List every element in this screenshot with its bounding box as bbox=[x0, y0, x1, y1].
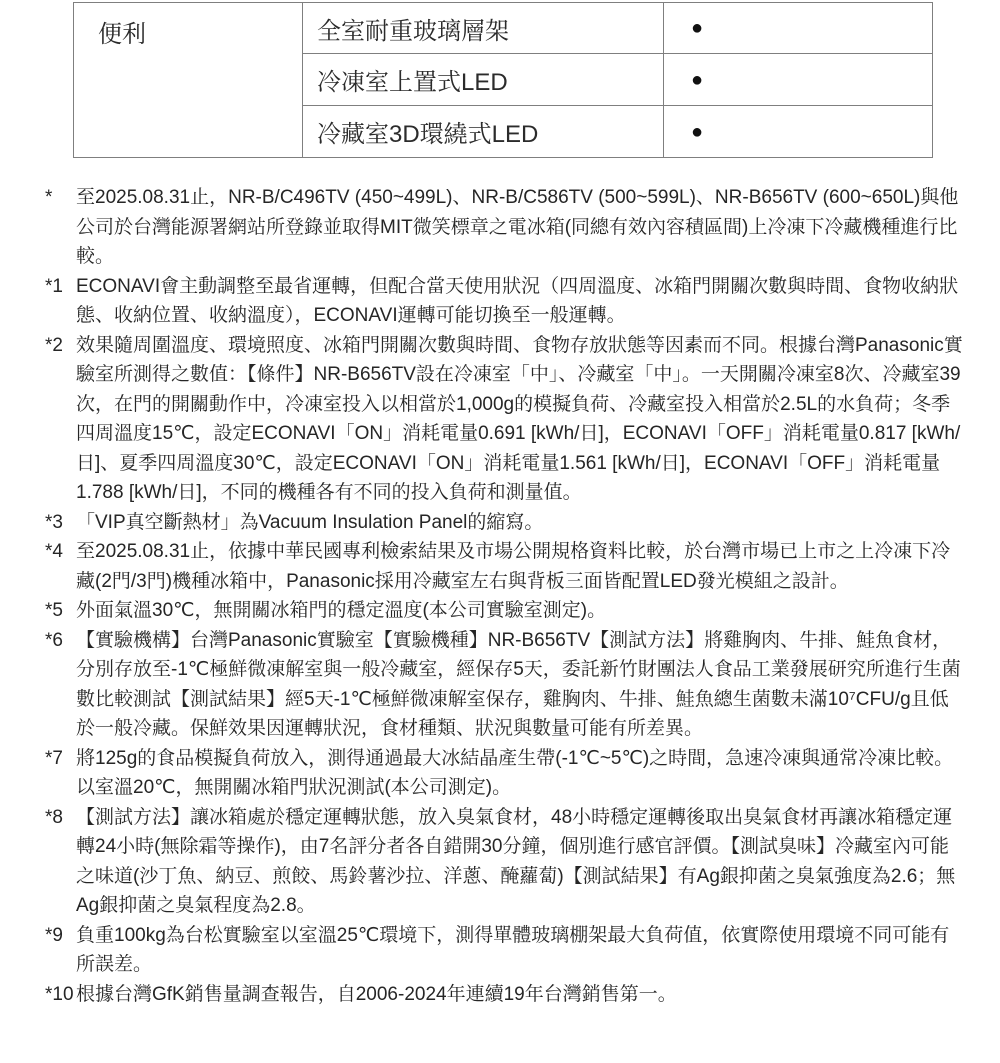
table-value-cell bbox=[663, 105, 932, 157]
bullet-dot-icon: ● bbox=[691, 68, 704, 91]
table-feature-cell bbox=[302, 53, 663, 105]
footnote-marker: *9 bbox=[45, 924, 63, 946]
bullet-dot-icon: ● bbox=[691, 17, 704, 39]
footnote-marker: *8 bbox=[45, 806, 63, 828]
footnote-marker: *7 bbox=[45, 747, 63, 769]
table-feature-label: 冷藏室3D環繞式LED bbox=[317, 121, 539, 148]
footnote-marker: * bbox=[45, 187, 53, 208]
footnote bbox=[45, 980, 967, 1010]
footnote bbox=[45, 921, 967, 980]
footnote bbox=[45, 626, 967, 744]
table-category-label: 便利 bbox=[98, 21, 146, 48]
footnote-text: 效果隨周圍溫度、環境照度、冰箱門開關次數與時間、食物存放狀態等因素而不同。根據台灣Panasonic實驗室所測得之數值：【條件】NR-B656TV設在冷凍室「中」、冷藏室「中」。一天開關冷凍室8次、冷藏室39次，在門的開關動作中，冷凍室投入以相當於1,000g的模擬負荷、冷藏室投入相當於2.5L的水負荷；冬季四周溫度15℃，設定ECONAVI「ON」消耗電量0.691 [kWh/日]，ECONAVI「OFF」消耗電量0.817 [kWh/日]、夏季四周溫度30℃，設定ECONAVI「ON」消耗電量1.561 [kWh/日]，ECONAVI「OFF」消耗電量1.788 [kWh/日]，不同的機種各有不同的投入負荷和測量值。 bbox=[76, 334, 963, 503]
spec-table bbox=[73, 2, 933, 158]
footnote-text: 【測試方法】讓冰箱處於穩定運轉狀態，放入臭氣食材，48小時穩定運轉後取出臭氣食材再讓冰箱穩定運轉24小時(無除霜等操作)，由7名評分者各自錯開30分鐘，個別進行感官評價。【測試臭味】冷藏室內可能之味道(沙丁魚、納豆、煎餃、馬鈴薯沙拉、洋蔥、醃蘿蔔)【測試結果】有Ag銀抑菌之臭氣強度為2.6；無Ag銀抑菌之臭氣程度為2.8。 bbox=[76, 806, 956, 916]
table-feature-cell bbox=[302, 105, 663, 157]
table-value-cell bbox=[663, 3, 932, 53]
footnote bbox=[45, 272, 967, 331]
table-feature-label: 全室耐重玻璃層架 bbox=[317, 17, 509, 45]
footnote bbox=[45, 744, 967, 803]
footnote-marker: *2 bbox=[45, 334, 63, 356]
footnote-marker: *4 bbox=[45, 541, 63, 562]
footnote-marker: *3 bbox=[45, 511, 63, 533]
footnote bbox=[45, 183, 967, 272]
footnote bbox=[45, 537, 967, 596]
footnote-text: 至2025.08.31止，NR-B/C496TV (450~499L)、NR-B/C586TV (500~599L)、NR-B656TV (600~650L)與他公司於台灣能源署網站所登錄並取得MIT微笑標章之電冰箱(同總有效內容積區間)上冷凍下冷藏機種進行比較。 bbox=[76, 187, 959, 267]
footnote bbox=[45, 803, 967, 921]
footnote-text: 【實驗機構】台灣Panasonic實驗室【實驗機種】NR-B656TV【測試方法】將雞胸肉、牛排、鮭魚食材，分別存放至-1℃極鮮微凍解室與一般冷藏室，經保存5天，委託新竹財團法人食品工業發展研究所進行生菌數比較測試【測試結果】經5天-1℃極鮮微凍解室保存，雞胸肉、牛排、鮭魚總生菌數未滿10⁷CFU/g且低於一般冷藏。保鮮效果因運轉狀況，食材種類、狀況與數量可能有所差異。 bbox=[76, 629, 961, 739]
footnote-text: 外面氣溫30℃，無開關冰箱門的穩定溫度(本公司實驗室測定)。 bbox=[76, 600, 607, 621]
footnote-text: 負重100kg為台松實驗室以室溫25℃環境下，測得單體玻璃棚架最大負荷值，依實際使用環境不同可能有所誤差。 bbox=[76, 924, 950, 975]
footnote-marker: *6 bbox=[45, 629, 63, 651]
footnote-text: 根據台灣GfK銷售量調查報告，自2006-2024年連續19年台灣銷售第一。 bbox=[76, 983, 677, 1005]
footnote bbox=[45, 508, 967, 538]
footnote-text: 將125g的食品模擬負荷放入，測得通過最大冰結晶產生帶(-1℃~5℃)之時間，急速冷凍與通常冷凍比較。以室溫20℃，無開關冰箱門狀況測試(本公司測定)。 bbox=[76, 747, 954, 798]
footnote-text: ECONAVI會主動調整至最省運轉，但配合當天使用狀況（四周溫度、冰箱門開關次數與時間、食物收納狀態、收納位置、收納溫度），ECONAVI運轉可能切換至一般運轉。 bbox=[76, 275, 959, 326]
bullet-dot-icon: ● bbox=[691, 120, 704, 143]
footnote bbox=[45, 596, 967, 626]
table-value-cell bbox=[663, 53, 932, 105]
footnote-text: 至2025.08.31止，依據中華民國專利檢索結果及市場公開規格資料比較，於台灣市場已上市之上冷凍下冷藏(2門/3門)機種冰箱中，Panasonic採用冷藏室左右與背板三面皆配置LED發光模組之設計。 bbox=[76, 541, 951, 592]
table-feature-cell bbox=[302, 3, 663, 53]
footnote bbox=[45, 331, 967, 508]
footnote-marker: *1 bbox=[45, 275, 63, 297]
footnote-text: 「VIP真空斷熱材」為Vacuum Insulation Panel的縮寫。 bbox=[76, 511, 544, 533]
footnote-marker: *5 bbox=[45, 600, 63, 621]
footnotes-section bbox=[45, 183, 967, 1009]
table-feature-label: 冷凍室上置式LED bbox=[317, 69, 508, 96]
footnote-marker: *10 bbox=[45, 983, 74, 1005]
table-category-cell bbox=[73, 3, 302, 157]
